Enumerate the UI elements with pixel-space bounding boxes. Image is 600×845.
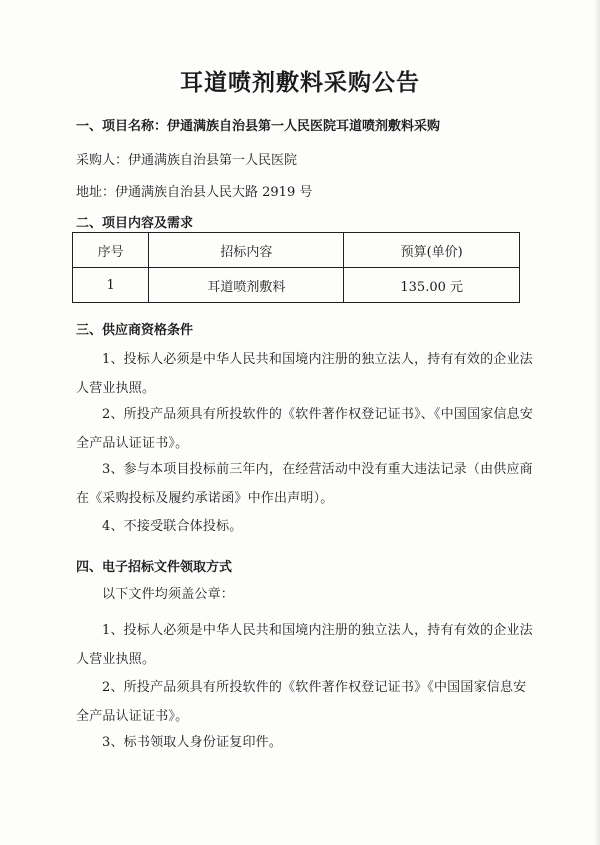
- section3-heading: 三、供应商资格条件: [76, 323, 194, 338]
- document-requirement-item: 3、标书领取人身份证复印件。: [102, 735, 283, 750]
- qualification-item: 2、所投产品须具有所投软件的《软件著作权登记证书》、《中国国家信息安全产品认证证书》。: [76, 407, 534, 451]
- qualification-item: 1、投标人必须是中华人民共和国境内注册的独立法人，持有有效的企业法人营业执照。: [76, 352, 533, 396]
- document-title: 耳道喷剂敷料采购公告: [180, 70, 420, 96]
- section1-heading: 一、项目名称：伊通满族自治县第一人民医院耳道喷剂敷料采购: [76, 119, 441, 134]
- address-line: 地址：伊通满族自治县人民大路 2919 号: [76, 185, 313, 200]
- table-header-row: [73, 233, 520, 268]
- page-edge-shadow: [594, 0, 600, 845]
- bid-table: [72, 232, 520, 303]
- section2-heading: 二、项目内容及需求: [76, 216, 194, 231]
- table-header-cell: 招标内容: [149, 233, 344, 268]
- table-header-cell: 预算(单价): [344, 233, 520, 268]
- purchaser-line: 采购人：伊通满族自治县第一人民医院: [76, 153, 298, 168]
- document-requirement-item: 1、投标人必须是中华人民共和国境内注册的独立法人，持有有效的企业法人营业执照。: [76, 623, 533, 667]
- qualification-item: 3、参与本项目投标前三年内，在经营活动中没有重大违法记录（由供应商在《采购投标及履约承诺函》中作出声明）。: [76, 462, 533, 506]
- document-requirement-item: 2、所投产品须具有所投软件的《软件著作权登记证书》《中国国家信息安全产品认证证书》。: [76, 680, 527, 724]
- table-cell: 耳道喷剂敷料: [149, 268, 344, 303]
- section4-intro: 以下文件均须盖公章：: [102, 587, 235, 602]
- table-row: [73, 268, 520, 303]
- table-cell: 1: [73, 268, 149, 303]
- section4-heading: 四、电子招标文件领取方式: [76, 560, 233, 575]
- qualification-item: 4、不接受联合体投标。: [102, 519, 243, 534]
- table-cell: 135.00 元: [344, 268, 520, 303]
- table-header-cell: 序号: [73, 233, 149, 268]
